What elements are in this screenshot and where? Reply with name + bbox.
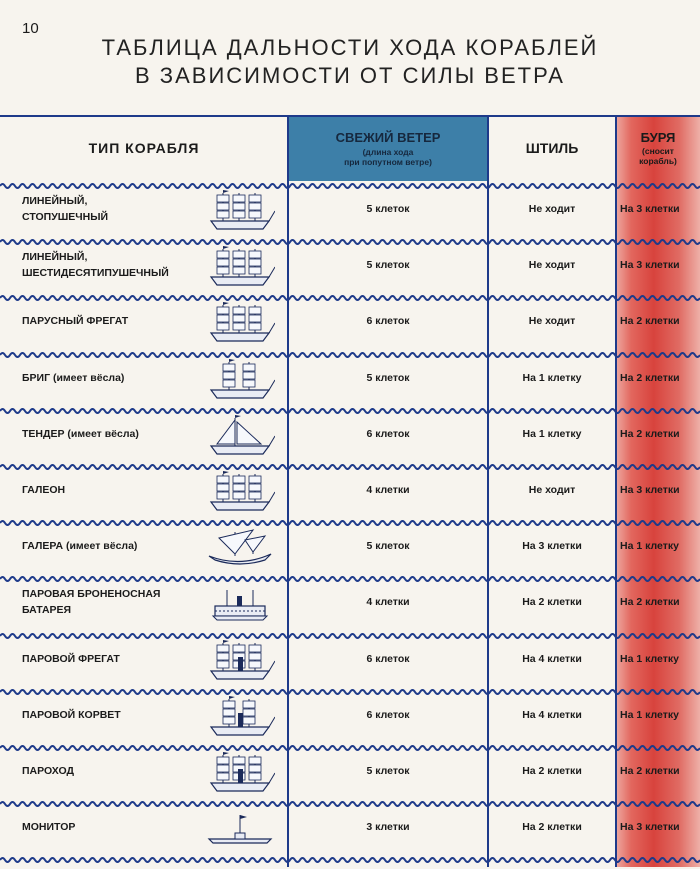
fresh-wind-value: 4 клетки (366, 596, 410, 609)
header-fresh-note-line-1: (длина хода (362, 146, 414, 157)
ship-name-line-2: ШЕСТИДЕСЯТИПУШЕЧНЫЙ (22, 267, 169, 280)
page-number: 10 (22, 20, 39, 37)
ship-name-line-1: ЛИНЕЙНЫЙ, (22, 251, 88, 264)
fresh-wind-value: 6 клеток (366, 652, 410, 665)
ship-name-line-2: СТОПУШЕЧНЫЙ (22, 211, 109, 223)
ship-name-line-1: ГАЛЕРА (имеет вёсла) (22, 540, 138, 553)
calm-value: Не ходит (528, 484, 576, 496)
galleon-icon (205, 468, 275, 512)
header-storm-note (639, 146, 677, 166)
storm-value: На 2 клетки (620, 765, 680, 777)
table-top-rule (0, 115, 700, 117)
fresh-wind-value: 5 клеток (366, 203, 410, 215)
header-fresh-wind-title: СВЕЖИЙ ВЕТЕР (335, 129, 441, 145)
frigate-icon (205, 299, 275, 343)
steamship-icon (205, 749, 275, 793)
ship-name-line-1: ТЕНДЕР (имеет вёсла) (22, 427, 139, 440)
row-divider-wave (0, 458, 700, 466)
row-divider-wave (0, 570, 700, 578)
tender-icon (205, 412, 275, 456)
ship-name-line-1: ПАРОХОД (22, 765, 75, 777)
row-divider-wave (0, 851, 700, 859)
calm-value: На 1 клетку (522, 371, 582, 384)
fresh-wind-value: 3 клетки (366, 821, 410, 834)
galley-icon (205, 524, 275, 568)
row-divider-wave (0, 402, 700, 410)
row-divider-wave (0, 739, 700, 747)
storm-value: На 1 клетку (620, 652, 679, 665)
ship-name-line-1: БРИГ (имеет вёсла) (22, 371, 125, 384)
header-fresh-note-line-2: при попутном ветре) (344, 156, 432, 167)
row-divider-wave (0, 627, 700, 635)
ship-of-the-line-icon (205, 187, 275, 231)
storm-value: На 1 клетку (620, 540, 679, 553)
steam-corvette-icon (205, 693, 275, 737)
header-storm-note-line-2: корабль) (639, 156, 677, 166)
calm-value: Не ходит (528, 203, 576, 215)
calm-value: На 4 клетки (522, 708, 582, 721)
ironclad-battery-icon (205, 580, 275, 624)
row-divider-wave (0, 233, 700, 241)
ship-name-line-1: МОНИТОР (22, 821, 76, 834)
calm-value: На 4 клетки (522, 652, 582, 665)
header-fresh-wind (288, 115, 488, 181)
storm-value: На 2 клетки (620, 596, 680, 609)
fresh-wind-value: 5 клеток (366, 765, 410, 777)
fresh-wind-value: 5 клеток (366, 259, 410, 272)
row-divider-wave (0, 795, 700, 803)
ship-name-line-1: ПАРОВОЙ ФРЕГАТ (22, 652, 120, 665)
fresh-wind-value: 4 клетки (366, 484, 410, 496)
ship-of-the-line-icon (205, 243, 275, 287)
calm-value: На 2 клетки (522, 596, 582, 609)
ship-name-line-1: ГАЛЕОН (22, 484, 66, 496)
storm-value: На 3 клетки (620, 203, 680, 215)
storm-value: На 2 клетки (620, 315, 680, 328)
calm-value: На 2 клетки (522, 765, 582, 777)
calm-value: На 2 клетки (522, 821, 582, 834)
header-storm-title: БУРЯ (640, 130, 676, 145)
header-ship-type: ТИП КОРАБЛЯ (88, 140, 200, 156)
ship-name-line-1: ЛИНЕЙНЫЙ, (22, 195, 88, 207)
fresh-wind-value: 5 клеток (366, 540, 410, 553)
header-storm (616, 115, 700, 181)
title-line-1: ТАБЛИЦА ДАЛЬНОСТИ ХОДА КОРАБЛЕЙ (101, 35, 599, 60)
fresh-wind-value: 6 клеток (366, 708, 410, 721)
brig-icon (205, 356, 275, 400)
storm-value: На 3 клетки (620, 484, 680, 496)
row-divider-wave (0, 346, 700, 354)
storm-value: На 1 клетку (620, 708, 679, 721)
ship-name-line-2: БАТАРЕЯ (22, 604, 72, 617)
ship-range-table (0, 115, 700, 867)
storm-value: На 3 клетки (620, 259, 680, 272)
ship-name-line-1: ПАРУСНЫЙ ФРЕГАТ (22, 315, 129, 328)
row-divider-wave (0, 514, 700, 522)
ship-name-line-1: ПАРОВАЯ БРОНЕНОСНАЯ (22, 588, 161, 601)
row-divider-wave (0, 289, 700, 297)
calm-value: На 3 клетки (522, 540, 582, 553)
page-title (0, 34, 700, 90)
fresh-wind-value: 5 клеток (366, 371, 410, 384)
monitor-icon (205, 805, 275, 849)
storm-value: На 2 клетки (620, 371, 680, 384)
calm-value: Не ходит (528, 315, 576, 328)
title-line-2: В ЗАВИСИМОСТИ ОТ СИЛЫ ВЕТРА (135, 63, 565, 88)
row-divider-wave (0, 177, 700, 185)
storm-value: На 3 клетки (620, 821, 680, 834)
storm-value: На 2 клетки (620, 427, 680, 440)
table-header (0, 115, 700, 181)
ship-name-line-1: ПАРОВОЙ КОРВЕТ (22, 708, 121, 721)
calm-value: Не ходит (528, 259, 576, 272)
header-fresh-wind-note (344, 147, 432, 167)
row-divider-wave (0, 683, 700, 691)
header-storm-note-line-1: (сносит (642, 146, 674, 156)
header-calm: ШТИЛЬ (525, 140, 579, 156)
steam-frigate-icon (205, 637, 275, 681)
fresh-wind-value: 6 клеток (366, 427, 410, 440)
fresh-wind-value: 6 клеток (366, 315, 410, 328)
calm-value: На 1 клетку (522, 427, 582, 440)
